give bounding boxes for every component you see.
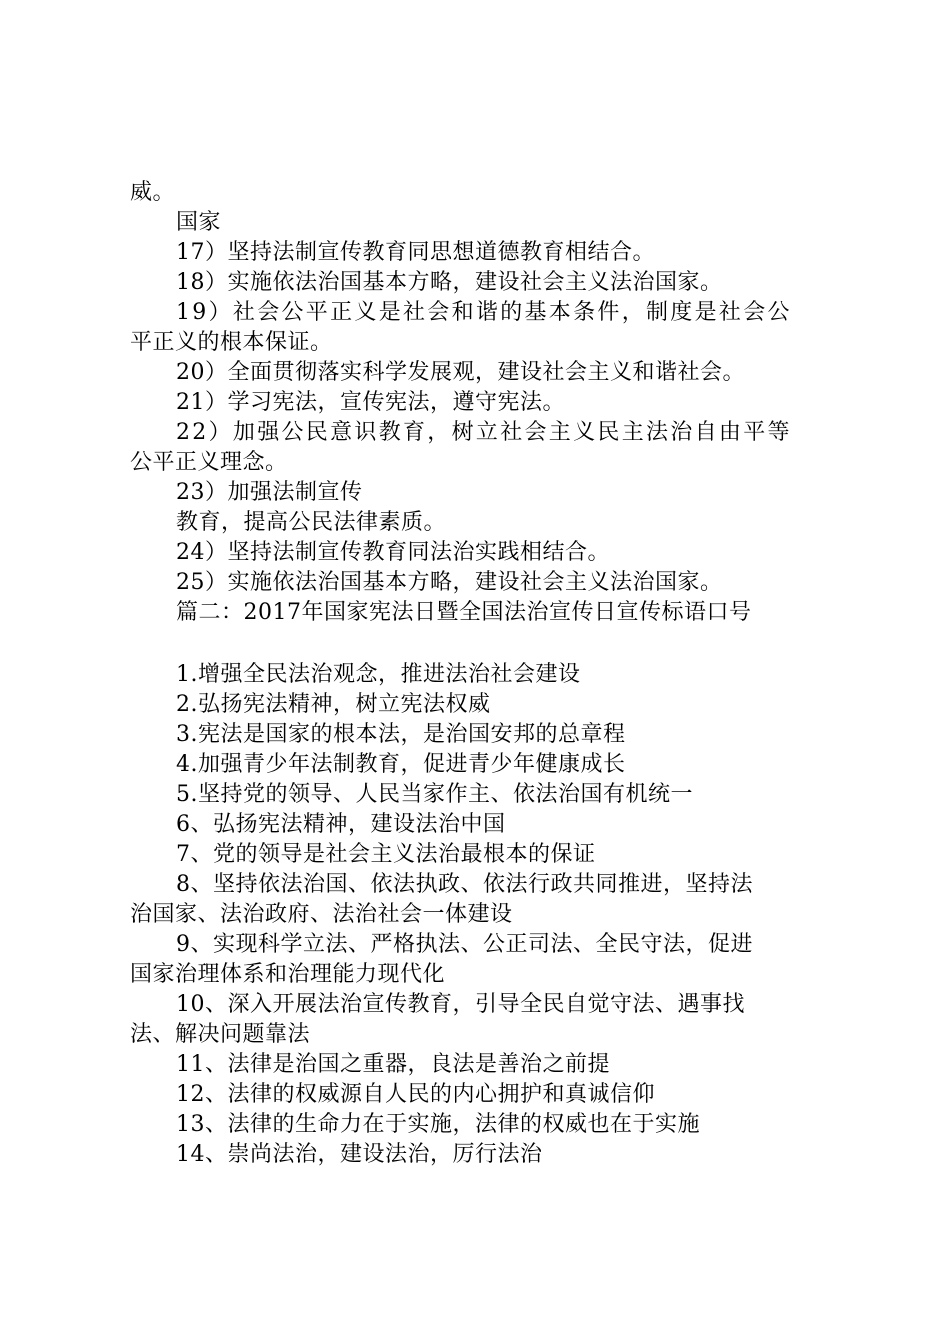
slogan-11: 11、法律是治国之重器，良法是善治之前提 [176, 1052, 610, 1077]
slogan-23: 23）加强法制宣传 [176, 480, 363, 505]
slogan-7: 7、党的领导是社会主义法治最根本的保证 [176, 842, 596, 867]
slogan-23-continued: 教育，提高公民法律素质。 [176, 510, 447, 535]
slogan-22-continued: 公平正义理念。 [130, 450, 288, 475]
text-line-continuation: 威。 [130, 180, 176, 205]
slogan-17: 17）坚持法制宣传教育同思想道德教育相结合。 [176, 240, 655, 265]
slogan-10-continued: 法、解决问题靠法 [130, 1022, 311, 1047]
slogan-3: 3.宪法是国家的根本法，是治国安邦的总章程 [176, 722, 626, 747]
slogan-4: 4.加强青少年法制教育，促进青少年健康成长 [176, 752, 626, 777]
slogan-8: 8、坚持依法治国、依法执政、依法行政共同推进，坚持法 [176, 872, 753, 897]
slogan-19-continued: 平正义的根本保证。 [130, 330, 333, 355]
slogan-13: 13、法律的生命力在于实施，法律的权威也在于实施 [176, 1112, 700, 1137]
slogan-12: 12、法律的权威源自人民的内心拥护和真诚信仰 [176, 1082, 655, 1107]
slogan-24: 24）坚持法制宣传教育同法治实践相结合。 [176, 540, 610, 565]
slogan-25: 25）实施依法治国基本方略，建设社会主义法治国家。 [176, 570, 723, 595]
slogan-2: 2.弘扬宪法精神，树立宪法权威 [176, 692, 491, 717]
slogan-21: 21）学习宪法，宣传宪法，遵守宪法。 [176, 390, 565, 415]
slogan-14: 14、崇尚法治，建设法治，厉行法治 [176, 1142, 543, 1167]
slogan-9-continued: 国家治理体系和治理能力现代化 [130, 962, 446, 987]
slogan-5: 5.坚持党的领导、人民当家作主、依法治国有机统一 [176, 782, 693, 807]
slogan-22: 22）加强公民意识教育，树立社会主义民主法治自由平等 [176, 420, 792, 445]
slogan-6: 6、弘扬宪法精神，建设法治中国 [176, 812, 506, 837]
slogan-18: 18）实施依法治国基本方略，建设社会主义法治国家。 [176, 270, 723, 295]
slogan-9: 9、实现科学立法、严格执法、公正司法、全民守法，促进 [176, 932, 753, 957]
slogan-1: 1.增强全民法治观念，推进法治社会建设 [176, 662, 581, 687]
text-line-fragment: 国家 [176, 210, 222, 235]
section-heading: 篇二：2017年国家宪法日暨全国法治宣传日宣传标语口号 [176, 600, 752, 625]
slogan-10: 10、深入开展法治宣传教育，引导全民自觉守法、遇事找 [176, 992, 745, 1017]
slogan-8-continued: 治国家、法治政府、法治社会一体建设 [130, 902, 513, 927]
slogan-20: 20）全面贯彻落实科学发展观，建设社会主义和谐社会。 [176, 360, 745, 385]
slogan-19: 19）社会公平正义是社会和谐的基本条件，制度是社会公 [176, 300, 792, 325]
